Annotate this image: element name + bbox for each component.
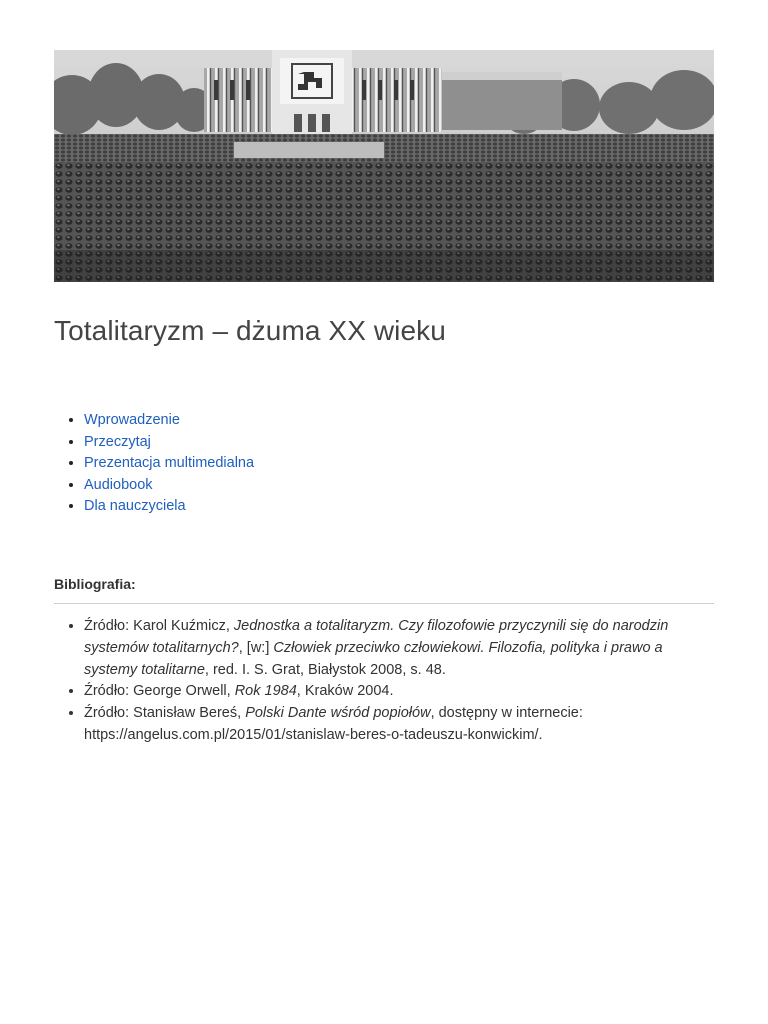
- nav-item: [84, 410, 714, 432]
- nav-link-dla-nauczyciela[interactable]: Dla nauczyciela: [84, 498, 186, 515]
- page-title: Totalitaryzm – dżuma XX wieku: [54, 315, 446, 346]
- bibliography-heading: Bibliografia:: [54, 575, 136, 592]
- nav-link-przeczytaj[interactable]: Przeczytaj: [84, 433, 151, 450]
- bibliography-entry: [84, 681, 714, 703]
- divider: [54, 603, 714, 604]
- bibliography-entry: [84, 703, 714, 747]
- entry-prefix: Źródło: George Orwell,: [84, 683, 235, 700]
- hero-image: [54, 50, 714, 282]
- section-nav: [54, 410, 714, 518]
- nav-link-prezentacja[interactable]: Prezentacja multimedialna: [84, 455, 255, 472]
- entry-suffix: , red. I. S. Grat, Białystok 2008, s. 48.: [204, 661, 446, 678]
- entry-title: Rok 1984: [234, 683, 297, 700]
- entry-title: Polski Dante wśród popiołów: [245, 705, 431, 722]
- entry-title-2: Człowiek przeciwko człowiekowi. Filozofia, polityka i prawo a systemy totalitarne: [84, 639, 663, 678]
- entry-prefix: Źródło: Stanisław Bereś,: [84, 705, 246, 722]
- page-content: [54, 50, 714, 747]
- entry-suffix: , dostępny w internecie: https://angelus.com.pl/2015/01/stanislaw-beres-o-tadeuszu-konwickim/.: [84, 705, 583, 743]
- entry-title: Jednostka a totalitaryzm. Czy filozofowie przyczynili się do narodzin systemów totalitarnych?: [84, 617, 669, 656]
- entry-prefix: Źródło: Karol Kuźmicz,: [84, 617, 234, 634]
- entry-middle: , [w:]: [238, 639, 274, 656]
- nav-link-audiobook[interactable]: Audiobook: [84, 476, 153, 493]
- nav-item: [84, 475, 714, 497]
- nav-item: [84, 496, 714, 518]
- bibliography-list: [54, 616, 714, 747]
- nav-link-wprowadzenie[interactable]: Wprowadzenie: [84, 412, 180, 428]
- bibliography-entry: [84, 616, 714, 681]
- nav-item: [84, 432, 714, 454]
- nav-item: [84, 453, 714, 475]
- entry-suffix: , Kraków 2004.: [296, 683, 394, 700]
